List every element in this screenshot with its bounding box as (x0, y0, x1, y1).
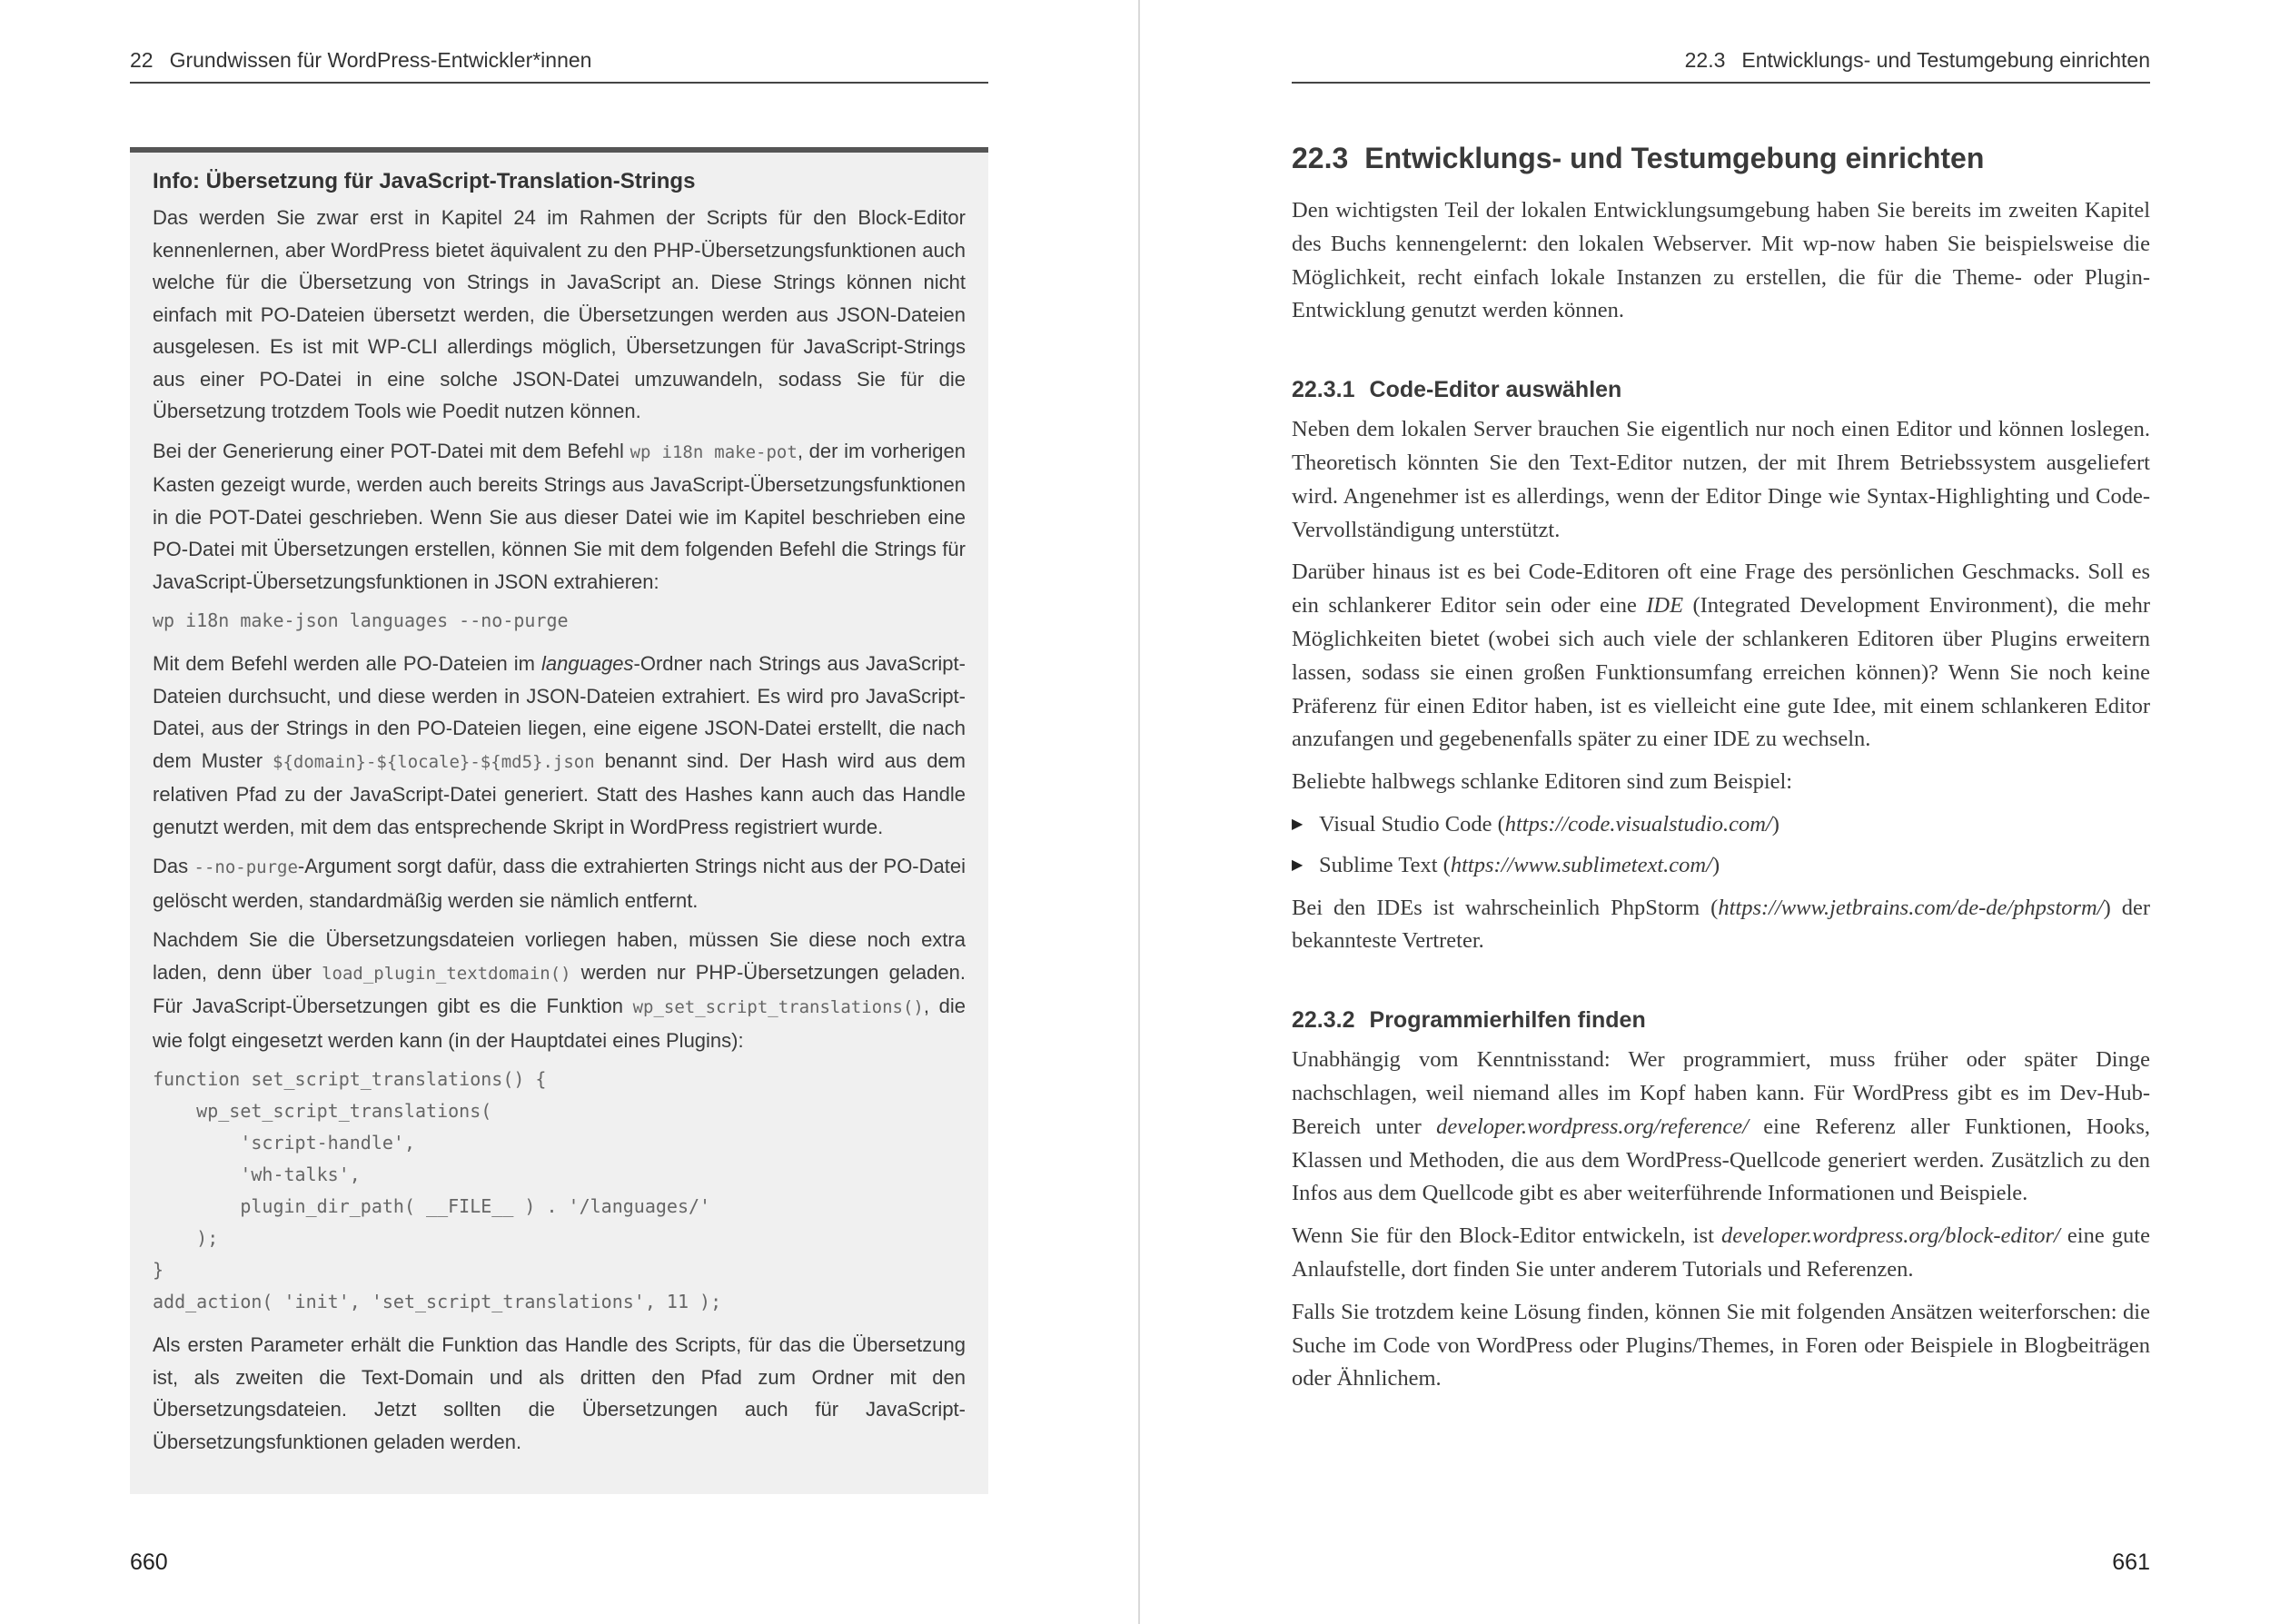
running-header (1292, 45, 2150, 84)
list-item: ▶ Sublime Text (https://www.sublimetext.com/) (1292, 849, 2150, 883)
inline-code: load_plugin_textdomain() (322, 963, 571, 984)
right-page (1140, 0, 2280, 1624)
info-paragraph: Bei der Generierung einer POT-Datei mit dem Befehl wp i18n make-pot, der im vorherigen Kasten gezeigt wurde, werden auch bereits Strings aus JavaScript-Übersetzungsfunktionen in die POT-Datei geschrieben. Wenn Sie aus dieser Datei wie im Kapitel beschrieben eine PO-Datei mit Übersetzungen erstellen, können Sie mit dem folgenden Befehl die Strings für JavaScript-Übersetzungsfunktionen in JSON extrahieren: (153, 439, 966, 593)
info-paragraph: Nachdem Sie die Übersetzungsdateien vorliegen haben, müssen Sie diese noch extra laden, denn über load_plugin_textdomain() werden nur PHP-Übersetzungen geladen. Für JavaScript-Übersetzungen gibt es die Funktion wp_set_script_translations(), die wie folgt eingesetzt werden kann (in der Hauptdatei eines Plugins): (153, 928, 966, 1052)
code-line: plugin_dir_path( __FILE__ ) . '/languages/' (153, 1195, 711, 1217)
url-link[interactable]: https://www.jetbrains.com/de-de/phpstorm/ (1718, 895, 2104, 920)
code-line: function set_script_translations() { (153, 1068, 547, 1090)
body-paragraph: Den wichtigsten Teil der lokalen Entwicklungsumgebung haben Sie bereits im zweiten Kapitel des Buchs kennengelernt: den lokalen Webserver. Mit wp-now haben Sie beispielsweise die Möglichkeit, recht einfach lokale Instanzen zu erstellen, die für die Theme- oder Plugin-Entwicklung genutzt werden können. (1292, 198, 2150, 323)
body-paragraph: Beliebte halbwegs schlanke Editoren sind zum Beispiel: (1292, 769, 1793, 795)
code-line: 'script-handle', (153, 1132, 415, 1154)
section-title: Entwicklungs- und Testumgebung einrichten (1741, 48, 2150, 72)
body-paragraph: Bei den IDEs ist wahrscheinlich PhpStorm (https://www.jetbrains.com/de-de/phpstorm/) der bekannteste Vertreter. (1292, 895, 2150, 954)
emphasis: languages (541, 652, 634, 675)
code-line: add_action( 'init', 'set_script_translations', 11 ); (153, 1291, 722, 1312)
url-link[interactable]: developer.wordpress.org/reference/ (1436, 1114, 1749, 1139)
code-line: } (153, 1259, 164, 1281)
info-paragraph: Das werden Sie zwar erst in Kapitel 24 im Rahmen der Scripts für den Block-Editor kennenlernen, aber WordPress bietet äquivalent zu den PHP-Übersetzungsfunktionen auch welche für die Übersetzung von Strings in JavaScript an. Diese Strings können nicht einfach mit PO-Dateien übersetzt werden, die Übersetzungen werden aus JSON-Dateien ausgelesen. Es ist mit WP-CLI allerdings möglich, Übersetzungen für JavaScript-Strings aus einer PO-Datei in eine solche JSON-Datei umzuwandeln, sodass Sie für die Übersetzung trotzdem Tools wie Poedit nutzen können. (153, 206, 966, 422)
body-paragraph: Wenn Sie für den Block-Editor entwickeln, ist developer.wordpress.org/block-editor/ eine gute Anlaufstelle, dort finden Sie unter anderem Tutorials und Referenzen. (1292, 1223, 2150, 1282)
code-line: wp_set_script_translations( (153, 1100, 492, 1122)
left-page (0, 0, 1138, 1624)
page-number: 661 (2112, 1550, 2150, 1575)
subsection-heading: 22.3.2 Programmierhilfen finden (1292, 1007, 1646, 1034)
page-content (1292, 136, 2150, 1405)
triangle-bullet-icon: ▶ (1292, 857, 1304, 873)
info-paragraph: Als ersten Parameter erhält die Funktion das Handle des Scripts, für das die Übersetzung ist, als zweiten die Text-Domain und als dritten den Pfad zum Ordner mit den Übersetzungsdateien. Jetzt sollten die Übersetzungen auch für JavaScript-Übersetzungsfunktionen geladen werden. (153, 1333, 966, 1453)
inline-code: wp i18n make-pot (629, 441, 798, 462)
info-box-title: Info: Übersetzung für JavaScript-Translation-Strings (153, 169, 696, 193)
info-paragraph: Mit dem Befehl werden alle PO-Dateien im languages-Ordner nach Strings aus JavaScript-Dateien durchsucht, und diese werden in JSON-Dateien extrahiert. Es wird pro JavaScript-Datei, aus der Strings in den PO-Dateien liegen, eine eigene JSON-Datei erstellt, die nach dem Muster ${domain}-${locale}-${md5}.json benannt sind. Der Hash wird aus dem relativen Pfad zu der JavaScript-Datei generiert. Statt des Hashes kann auch das Handle genutzt werden, mit dem das entsprechende Skript in WordPress registriert wurde. (153, 652, 966, 838)
running-header (130, 45, 988, 84)
body-paragraph: Falls Sie trotzdem keine Lösung finden, können Sie mit folgenden Ansätzen weiterforschen: die Suche im Code von WordPress oder Plugins/Themes, in Foren oder Beispiele in Blogbeiträgen oder Ähnlichem. (1292, 1299, 2150, 1391)
page-number: 660 (130, 1550, 168, 1575)
inline-code: wp_set_script_translations() (632, 997, 924, 1017)
triangle-bullet-icon: ▶ (1292, 816, 1304, 832)
section-heading: 22.3 Entwicklungs- und Testumgebung einrichten (1292, 142, 1985, 174)
code-line: ); (153, 1227, 219, 1249)
url-link[interactable]: developer.wordpress.org/block-editor/ (1720, 1223, 2060, 1249)
list-item: ▶ Visual Studio Code (https://code.visualstudio.com/) (1292, 808, 2150, 842)
code-line: 'wh-talks', (153, 1164, 361, 1185)
url-link[interactable]: https://www.sublimetext.com/ (1450, 852, 1712, 877)
section-number: 22.3 (1684, 48, 1726, 72)
body-paragraph: Darüber hinaus ist es bei Code-Editoren oft eine Frage des persönlichen Geschmacks. Soll es ein schlankerer Editor sein oder eine IDE (Integrated Development Environment), die mehr Möglichkeiten bietet (wobei sich auch viele der schlankeren Editoren über Plugins erweitern lassen, sodass sie einen großen Funktionsumfang erreichen können)? Wenn Sie noch keine Präferenz für einen Editor haben, ist es vielleicht eine gute Idee, mit einem schlankeren Editor anzufangen und gegebenenfalls später zu einer IDE zu wechseln. (1292, 559, 2150, 752)
subsection-heading: 22.3.1 Code-Editor auswählen (1292, 377, 1622, 403)
command-line: wp i18n make-json languages --no-purge (153, 609, 569, 631)
info-paragraph: Das --no-purge-Argument sorgt dafür, dass die extrahierten Strings nicht aus der PO-Datei gelöscht werden, standardmäßig werden sie nämlich entfernt. (153, 855, 966, 912)
body-paragraph: Neben dem lokalen Server brauchen Sie eigentlich nur noch einen Editor und können loslegen. Theoretisch könnten Sie den Text-Editor nutzen, der mit Ihrem Betriebssystem ausgeliefert wird. Angenehmer ist es allerdings, wenn der Editor Dinge wie Syntax-Highlighting und Code-Vervollständigung unterstützt. (1292, 417, 2150, 542)
emphasis: IDE (1646, 593, 1684, 619)
editor-list (1292, 808, 2150, 883)
inline-code: ${domain}-${locale}-${md5}.json (273, 751, 595, 772)
chapter-title: Grundwissen für WordPress-Entwickler*innen (169, 48, 592, 72)
url-link[interactable]: https://code.visualstudio.com/ (1504, 811, 1772, 837)
info-box (130, 147, 988, 1494)
body-paragraph: Unabhängig vom Kenntnisstand: Wer programmiert, muss früher oder später Dinge nachschlagen, weil niemand alles im Kopf haben kann. Für WordPress gibt es im Dev-Hub-Bereich unter developer.wordpress.org/reference/ eine Referenz aller Funktionen, Hooks, Klassen und Methoden, die aus dem WordPress-Quellcode generiert werden. Zusätzlich zu den Infos aus dem Quellcode gibt es aber weiterführende Informationen und Beispiele. (1292, 1047, 2150, 1206)
inline-code: --no-purge (193, 857, 298, 877)
chapter-number: 22 (130, 48, 154, 72)
code-listing (153, 1064, 966, 1318)
